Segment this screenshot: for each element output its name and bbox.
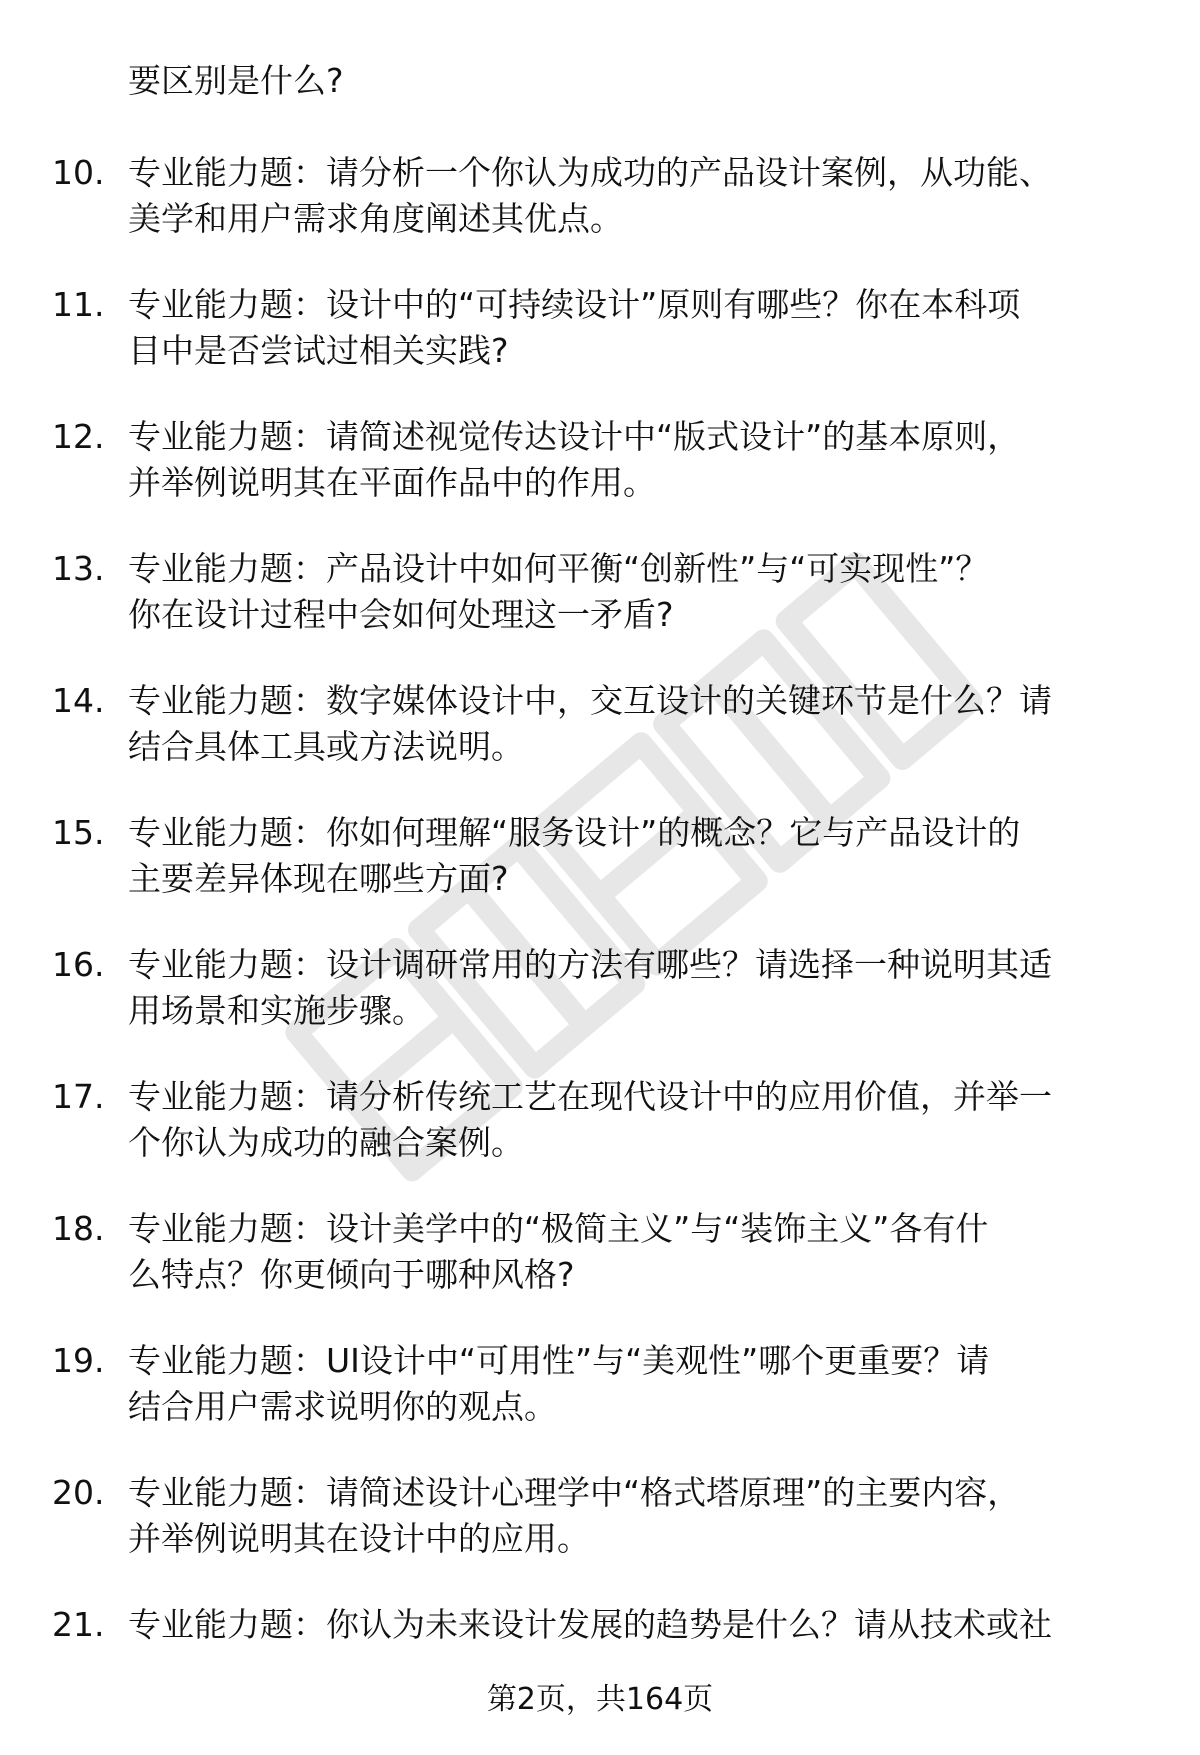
list-item <box>0 1206 1200 1338</box>
question-text <box>128 1602 1148 1648</box>
question-number: 19. <box>52 1341 105 1380</box>
question-number: 16. <box>52 945 105 984</box>
question-line: 专业能力题：请分析一个你认为成功的产品设计案例，从功能、 <box>128 153 1052 192</box>
question-number: 10. <box>52 153 105 192</box>
question-line: 专业能力题：设计中的“可持续设计”原则有哪些？你在本科项 <box>128 285 1021 324</box>
question-text <box>128 810 1148 902</box>
list-item <box>0 282 1200 414</box>
question-text <box>128 678 1148 770</box>
question-line: 结合用户需求说明你的观点。 <box>128 1387 557 1426</box>
list-item <box>0 150 1200 282</box>
list-item <box>0 810 1200 942</box>
continuation-text: 要区别是什么? <box>128 61 344 100</box>
list-item <box>0 546 1200 678</box>
question-line: 专业能力题：你认为未来设计发展的趋势是什么？请从技术或社 <box>128 1605 1052 1644</box>
question-number: 11. <box>52 285 105 324</box>
list-item <box>0 1470 1200 1602</box>
question-line: 主要差异体现在哪些方面? <box>128 859 509 898</box>
question-line: 美学和用户需求角度阐述其优点。 <box>128 199 623 238</box>
question-number: 20. <box>52 1473 105 1512</box>
question-line: 并举例说明其在设计中的应用。 <box>128 1519 590 1558</box>
question-line: 用场景和实施步骤。 <box>128 991 425 1030</box>
question-line: 个你认为成功的融合案例。 <box>128 1123 524 1162</box>
page-footer: 第2页，共164页 <box>486 1682 714 1717</box>
question-line: 专业能力题：请简述视觉传达设计中“版式设计”的基本原则， <box>128 417 1021 456</box>
question-line: 专业能力题：设计美学中的“极简主义”与“装饰主义”各有什 <box>128 1209 989 1248</box>
question-line: 目中是否尝试过相关实践? <box>128 331 509 370</box>
question-number: 14. <box>52 681 105 720</box>
list-item <box>0 414 1200 546</box>
question-number: 18. <box>52 1209 105 1248</box>
list-item <box>0 942 1200 1074</box>
question-number: 13. <box>52 549 105 588</box>
question-number: 15. <box>52 813 105 852</box>
question-text <box>128 1338 1148 1430</box>
question-number: 21. <box>52 1605 105 1644</box>
question-line: 你在设计过程中会如何处理这一矛盾? <box>128 595 674 634</box>
question-line: 么特点？你更倾向于哪种风格? <box>128 1255 575 1294</box>
question-line: 专业能力题：UI设计中“可用性”与“美观性”哪个更重要？请 <box>128 1341 990 1380</box>
question-text <box>128 1470 1148 1562</box>
question-line: 专业能力题：数字媒体设计中，交互设计的关键环节是什么？请 <box>128 681 1052 720</box>
list-item <box>0 1338 1200 1470</box>
question-text <box>128 942 1148 1034</box>
question-text <box>128 282 1148 374</box>
question-line: 专业能力题：请分析传统工艺在现代设计中的应用价值，并举一 <box>128 1077 1052 1116</box>
question-text <box>128 414 1148 506</box>
question-line: 专业能力题：请简述设计心理学中“格式塔原理”的主要内容， <box>128 1473 1021 1512</box>
question-line: 专业能力题：你如何理解“服务设计”的概念？它与产品设计的 <box>128 813 1021 852</box>
question-text <box>128 1206 1148 1298</box>
question-text <box>128 150 1148 242</box>
question-line: 结合具体工具或方法说明。 <box>128 727 524 766</box>
question-number: 17. <box>52 1077 105 1116</box>
question-text <box>128 1074 1148 1166</box>
question-number: 12. <box>52 417 105 456</box>
question-line: 专业能力题：设计调研常用的方法有哪些？请选择一种说明其适 <box>128 945 1052 984</box>
question-line: 专业能力题：产品设计中如何平衡“创新性”与“可实现性”？ <box>128 549 989 588</box>
list-item <box>0 678 1200 810</box>
question-line: 并举例说明其在平面作品中的作用。 <box>128 463 656 502</box>
question-text <box>128 546 1148 638</box>
question-list <box>0 150 1200 1734</box>
list-item <box>0 1074 1200 1206</box>
